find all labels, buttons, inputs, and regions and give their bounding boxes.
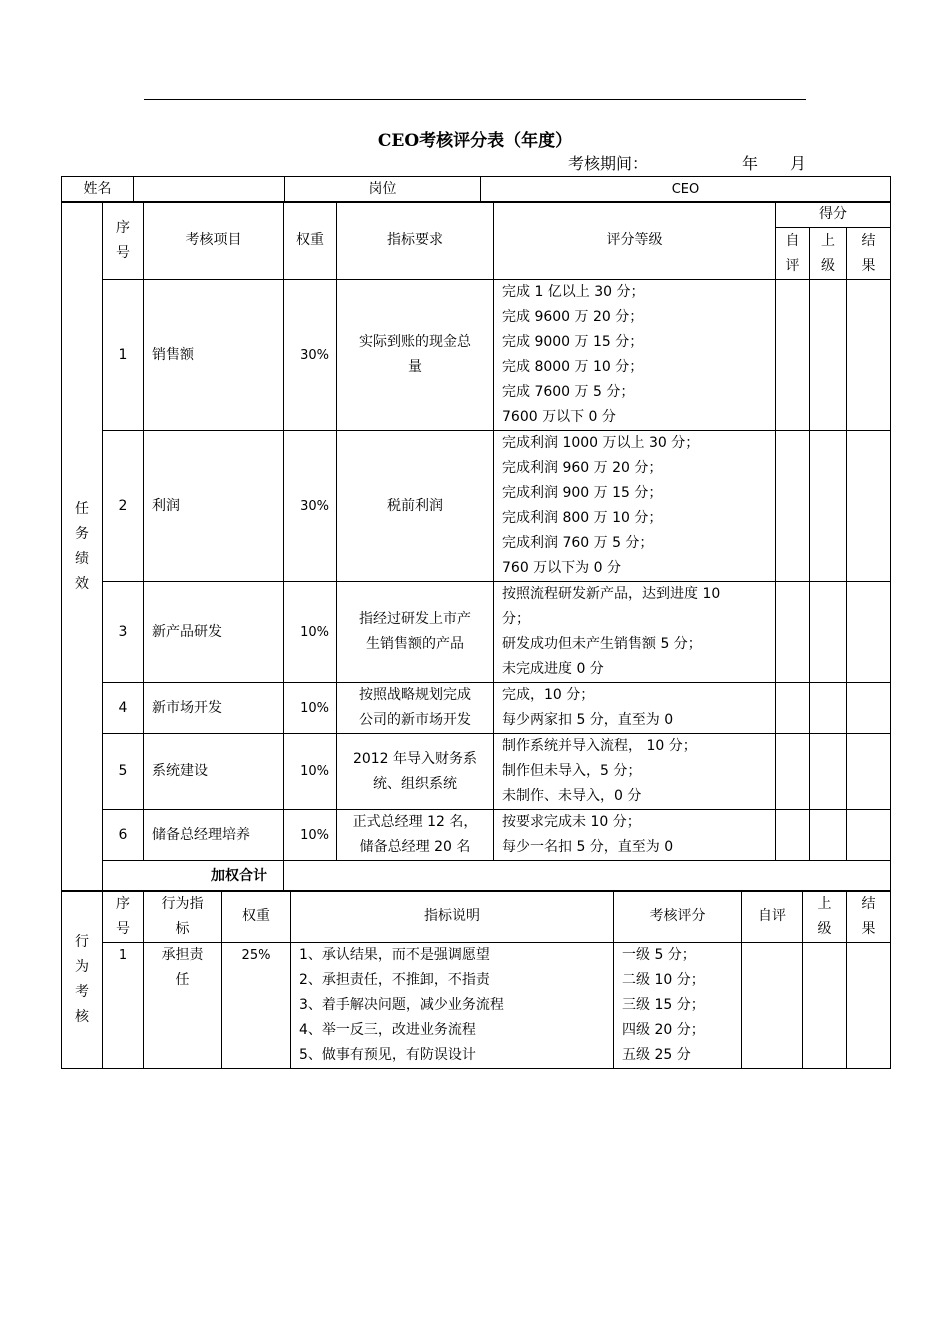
top-rule [144,99,806,100]
superior-score-cell[interactable] [810,431,847,582]
period-month-label: 月 [790,154,807,173]
row-indicator: 承担责 任 [144,943,222,1069]
col-no: 序 号 [103,202,144,280]
row-requirement: 指经过研发上市产 生销售额的产品 [337,582,494,683]
row-requirement: 税前利润 [337,431,494,582]
name-field[interactable] [134,177,285,203]
superior-score-cell[interactable] [810,280,847,431]
row-no: 6 [103,810,144,861]
result-score-cell[interactable] [847,431,891,582]
row-grading: 完成利润 1000 万以上 30 分； 完成利润 960 万 20 分； 完成利润 900 万 15 分； 完成利润 800 万 10 分； 完成利润 760 万 5 分； 760 万以下为 0 分 [494,431,776,582]
superior-score-cell[interactable] [810,582,847,683]
table-row [62,734,891,810]
self-score-cell[interactable] [776,280,810,431]
table-row [62,582,891,683]
row-no: 4 [103,683,144,734]
self-score-cell[interactable] [776,431,810,582]
behavior-section-label: 行 为 考 核 [62,891,103,1069]
result-score-cell[interactable] [847,810,891,861]
superior-score-cell[interactable] [803,943,847,1069]
period-label: 考核期间： [568,154,649,173]
position-value: CEO [481,177,891,203]
row-weight: 30% [284,280,337,431]
weighted-total-label: 加权合计 [103,861,284,892]
weighted-total-value[interactable] [284,861,891,892]
row-grading: 制作系统并导入流程， 10 分； 制作但未导入，5 分； 未制作、未导入，0 分 [494,734,776,810]
col-score: 得分 [776,202,891,228]
row-weight: 10% [284,582,337,683]
result-score-cell[interactable] [847,683,891,734]
task-section-label: 任 务 绩 效 [62,202,103,892]
self-score-cell[interactable] [776,683,810,734]
col-grading: 评分等级 [494,202,776,280]
col-result: 结 果 [847,891,891,943]
row-requirement: 2012 年导入财务系 统、组织系统 [337,734,494,810]
self-score-cell[interactable] [776,582,810,683]
col-item: 考核项目 [144,202,284,280]
row-weight: 25% [222,943,291,1069]
row-requirement: 按照战略规划完成 公司的新市场开发 [337,683,494,734]
col-no: 序 号 [103,891,144,943]
period-year-label: 年 [742,154,759,173]
row-weight: 10% [284,810,337,861]
row-no: 1 [103,280,144,431]
row-item: 利润 [144,431,284,582]
row-no: 3 [103,582,144,683]
col-superior: 上 级 [810,228,847,280]
table-row [62,280,891,431]
self-score-cell[interactable] [742,943,803,1069]
result-score-cell[interactable] [847,734,891,810]
row-no: 5 [103,734,144,810]
table-row [62,810,891,861]
row-item: 系统建设 [144,734,284,810]
row-weight: 10% [284,734,337,810]
row-weight: 10% [284,683,337,734]
row-item: 销售额 [144,280,284,431]
result-score-cell[interactable] [847,582,891,683]
col-self: 自 评 [776,228,810,280]
result-score-cell[interactable] [847,280,891,431]
superior-score-cell[interactable] [810,683,847,734]
page-title: CEO考核评分表（年度） [377,131,573,151]
row-requirement: 正式总经理 12 名， 储备总经理 20 名 [337,810,494,861]
row-item: 新市场开发 [144,683,284,734]
col-self: 自评 [742,891,803,943]
task-performance-table [61,201,891,892]
row-description: 1、承认结果，而不是强调愿望 2、承担责任，不推卸，不指责 3、着手解决问题，减少业务流程 4、举一反三，改进业务流程 5、做事有预见，有防误设计 [291,943,614,1069]
col-requirement: 指标要求 [337,202,494,280]
name-label: 姓名 [62,177,134,203]
row-no: 1 [103,943,144,1069]
header-table [61,176,891,203]
row-item: 储备总经理培养 [144,810,284,861]
col-weight: 权重 [284,202,337,280]
table-row [62,943,891,1069]
col-result: 结 果 [847,228,891,280]
row-no: 2 [103,431,144,582]
position-label: 岗位 [285,177,481,203]
superior-score-cell[interactable] [810,734,847,810]
row-grading: 按要求完成未 10 分； 每少一名扣 5 分，直至为 0 [494,810,776,861]
table-row [62,683,891,734]
col-indicator: 行为指 标 [144,891,222,943]
table-row [62,431,891,582]
behavior-assessment-table [61,890,891,1069]
col-superior: 上 级 [803,891,847,943]
self-score-cell[interactable] [776,734,810,810]
row-requirement: 实际到账的现金总 量 [337,280,494,431]
row-item: 新产品研发 [144,582,284,683]
row-weight: 30% [284,431,337,582]
row-grading: 完成，10 分； 每少两家扣 5 分，直至为 0 [494,683,776,734]
col-weight: 权重 [222,891,291,943]
row-grading: 完成 1 亿以上 30 分； 完成 9600 万 20 分； 完成 9000 万 15 分； 完成 8000 万 10 分； 完成 7600 万 5 分； 7600 万以下 0 分 [494,280,776,431]
superior-score-cell[interactable] [810,810,847,861]
col-rating: 考核评分 [614,891,742,943]
row-grading: 按照流程研发新产品，达到进度 10 分； 研发成功但未产生销售额 5 分； 未完成进度 0 分 [494,582,776,683]
col-description: 指标说明 [291,891,614,943]
self-score-cell[interactable] [776,810,810,861]
row-rating: 一级 5 分； 二级 10 分； 三级 15 分； 四级 20 分； 五级 25 分 [614,943,742,1069]
result-score-cell[interactable] [847,943,891,1069]
